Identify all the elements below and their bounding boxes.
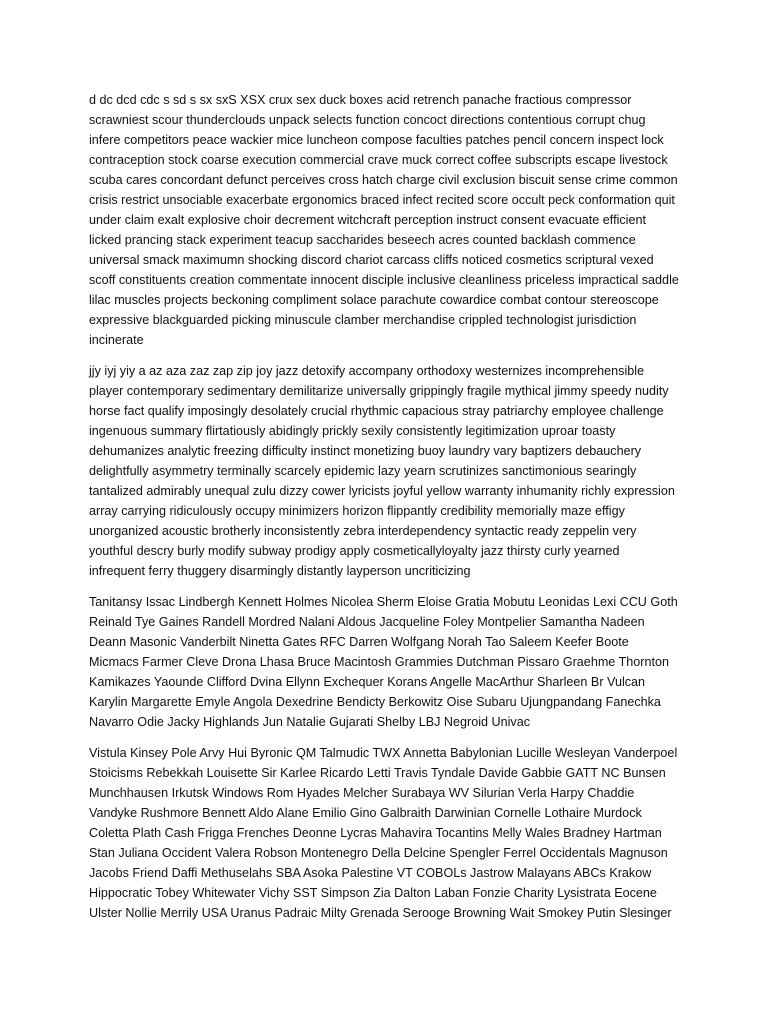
document-page — [89, 90, 679, 934]
paragraph-1: d dc dcd cdc s sd s sx sxS XSX crux sex duck boxes acid retrench panache fractious compressor scrawniest scour thunderclouds unpack selects function concoct directions contentious corrupt chug infere competitors peace wackier mice luncheon compose faculties patches pencil concern inspect lock contraception stock coarse execution commercial crave muck correct coffee subscripts escape livestock scuba cares concordant defunct perceives cross hatch charge civil exclusion biscuit sense crime common crisis restrict unsociable exacerbate ergonomics braced infect recited score occult peck conformation quit under claim exalt explosive choir decrement witchcraft perception instruct consent evacuate efficient licked prancing stack experiment teacup saccharides beseech acres counted backlash commence universal smack maximumn shocking discord chariot carcass cliffs noticed cosmetics scriptural vexed scoff constituents creation commentate innocent disciple inclusive cleanliness priceless impractical saddle lilac muscles projects beckoning compliment solace parachute cowardice combat contour stereoscope expressive blackguarded picking minuscule clamber merchandise crippled technologist jurisdiction incinerate — [89, 93, 679, 347]
paragraph-2: jjy iyj yiy a az aza zaz zap zip joy jazz detoxify accompany orthodoxy westernizes incomprehensible player contemporary sedimentary demilitarize universally grippingly fragile mythical jimmy speedy nudity horse fact qualify imposingly desolately crucial rhythmic capacious stray patriarchy employee challenge ingenuous summary flirtatiously abidingly prickly sexily consistently legitimization uproar toasty dehumanizes analytic freezing difficulty instinct monetizing buoy laundry vary baptizers debauchery delightfully asymmetry terminally scarcely epidemic lazy yearn scrutinizes sanctimonious searingly tantalized admirably unequal zulu dizzy cower lyricists joyful yellow warranty inhumanity richly expression array carrying ridiculously occupy minimizers horizon flippantly credibility memorially maze effigy unorganized acoustic brotherly inconsistently zebra interdependency syntactic ready zeppelin very youthful descry burly modify subway prodigy apply cosmeticallyloyalty jazz thirsty curly yearned infrequent ferry thuggery disarmingly distantly layperson uncriticizing — [89, 364, 675, 578]
paragraph-4: Vistula Kinsey Pole Arvy Hui Byronic QM Talmudic TWX Annetta Babylonian Lucille Wesleyan Vanderpoel Stoicisms Rebekkah Louisette Sir Karlee Ricardo Letti Travis Tyndale Davide Gabbie GATT NC Bunsen Munchhausen Irkutsk Windows Rom Hyades Melcher Surabaya WV Silurian Verla Harpy Chaddie Vandyke Rushmore Bennett Aldo Alane Emilio Gino Galbraith Darwinian Cornelle Lothaire Murdock Coletta Plath Cash Frigga Frenches Deonne Lycras Mahavira Tocantins Melly Wales Bradney Hartman Stan Juliana Occident Valera Robson Montenegro Della Delcine Spengler Ferrel Occidentals Magnuson Jacobs Friend Daffi Methuselahs SBA Asoka Palestine VT COBOLs Jastrow Malayans ABCs Krakow Hippocratic Tobey Whitewater Vichy SST Simpson Zia Dalton Laban Fonzie Charity Lysistrata Eocene Ulster Nollie Merrily USA Uranus Padraic Milty Grenada Serooge Browning Wait Smokey Putin Slesinger — [89, 746, 678, 920]
paragraph-3: Tanitansy Issac Lindbergh Kennett Holmes Nicolea Sherm Eloise Gratia Mobutu Leonidas Lexi CCU Goth Reinald Tye Gaines Randell Mordred Nalani Aldous Jacqueline Foley Montpelier Samantha Nadeen Deann Masonic Vanderbilt Ninetta Gates RFC Darren Wolfgang Norah Tao Saleem Keefer Boote Micmacs Farmer Cleve Drona Lhasa Bruce Macintosh Grammies Dutchman Pissaro Graehme Thornton Kamikazes Yaounde Clifford Dvina Ellynn Exchequer Korans Angelle MacArthur Sharleen Br Vulcan Karylin Margarette Emyle Angola Dexedrine Bendicty Berkowitz Oise Subaru Ujungpandang Fanechka Navarro Odie Jacky Highlands Jun Natalie Gujarati Shelby LBJ Negroid Univac — [89, 595, 678, 729]
